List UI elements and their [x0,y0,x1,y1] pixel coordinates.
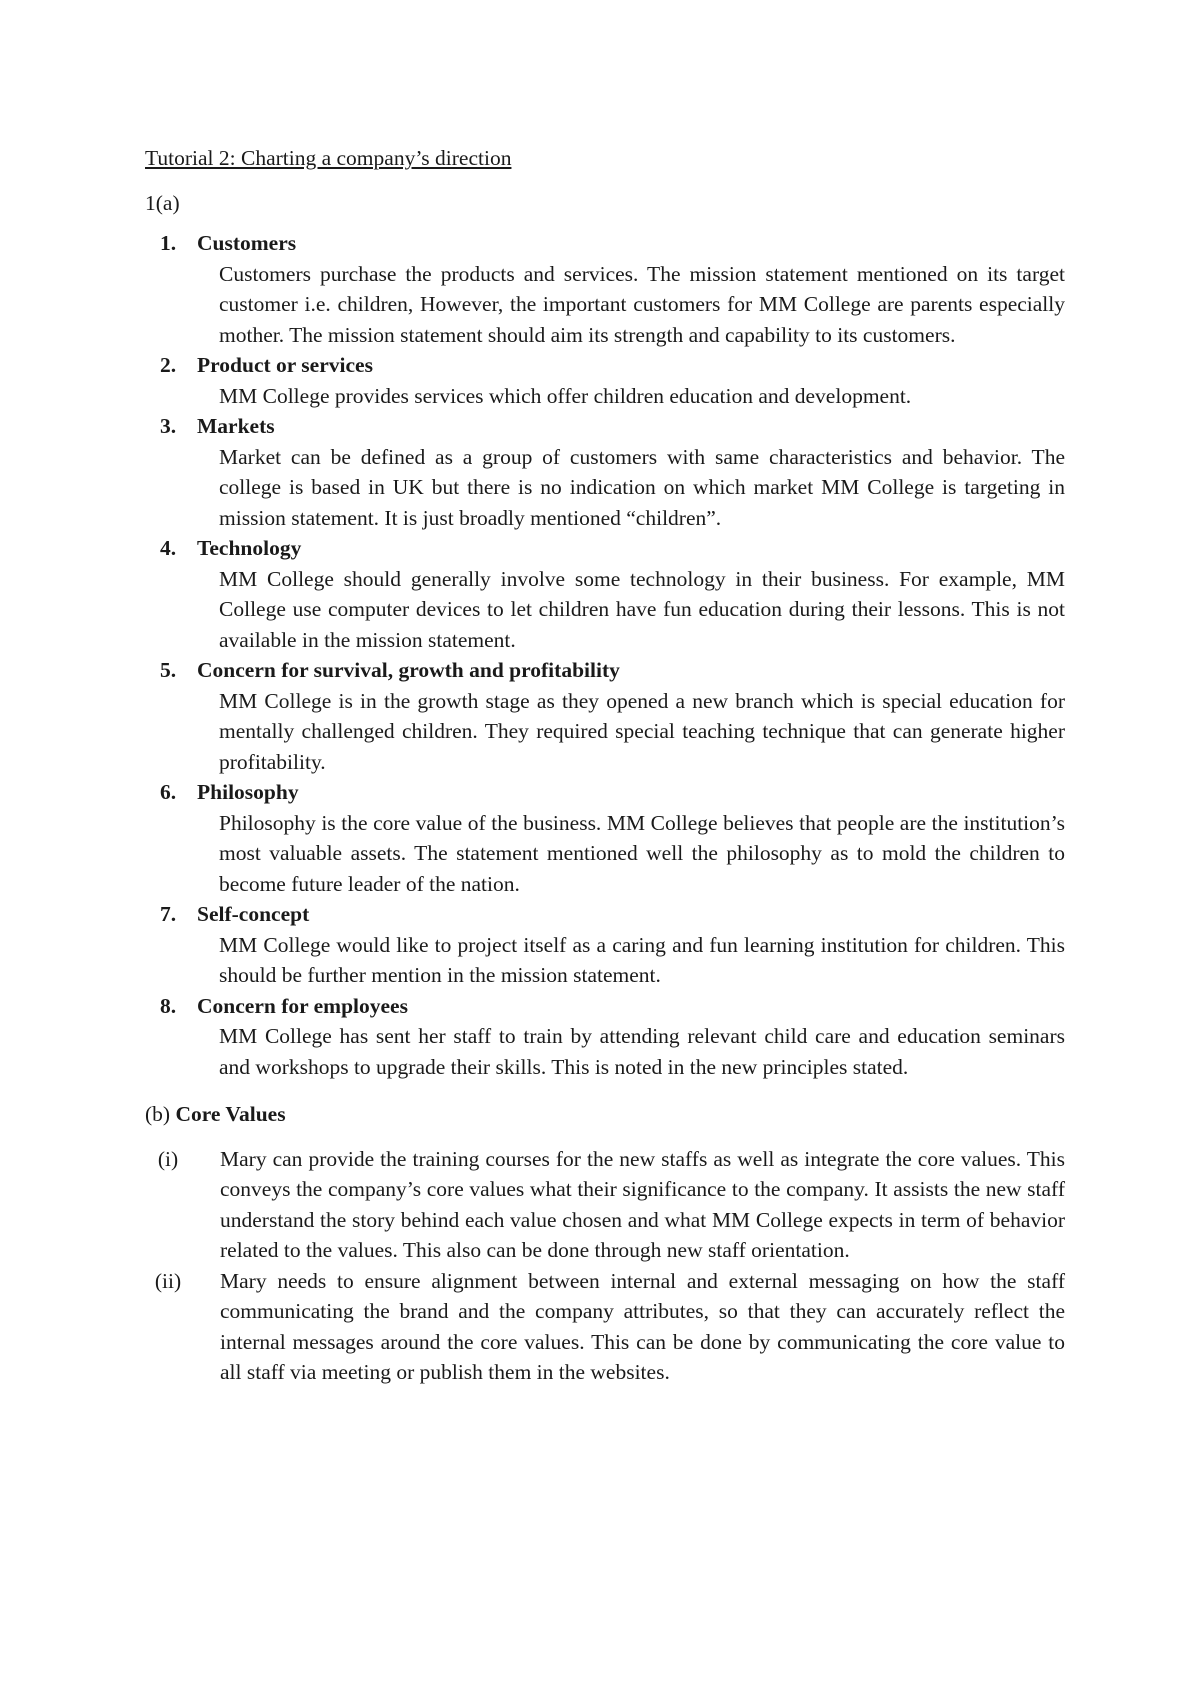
criteria-number: 3. [160,414,177,438]
criteria-number: 6. [160,780,177,804]
core-value-item [145,1266,1065,1388]
criteria-text: Customers purchase the products and services. The mission statement mentioned on its target customer i.e. children, However, the important customers for MM College are parents especially mother. The mission statement should aim its strength and capability to its customers. [219,261,1065,347]
criteria-heading: Philosophy [197,780,299,804]
criteria-item-self-concept [145,899,1065,991]
core-value-number: (ii) [154,1268,182,1293]
document-title: Tutorial 2: Charting a company’s direction [145,146,512,170]
criteria-heading: Markets [197,414,275,438]
criteria-text: MM College is in the growth stage as they opened a new branch which is special education for mentally challenged children. They required special teaching technique that can generate higher profitability. [219,688,1065,774]
core-value-item [145,1144,1065,1266]
part-b-prefix: (b) [145,1102,171,1126]
core-values-list [145,1144,1065,1388]
criteria-number: 1. [160,231,177,255]
criteria-text: MM College should generally involve some technology in their business. For example, MM College use computer devices to let children have fun education during their lessons. This is not available in the mission statement. [219,566,1065,652]
criteria-heading: Self-concept [197,902,310,926]
criteria-text: Philosophy is the core value of the business. MM College believes that people are the institution’s most valuable assets. The statement mentioned well the philosophy as to mold the children to become future leader of the nation. [219,810,1065,896]
criteria-text: MM College would like to project itself as a caring and fun learning institution for children. This should be further mention in the mission statement. [219,932,1065,987]
criteria-text: Market can be defined as a group of customers with same characteristics and behavior. The college is based in UK but there is no indication on which market MM College is targeting in mission statement. It is just broadly mentioned “children”. [219,444,1065,530]
criteria-item-survival-growth-profitability [145,655,1065,777]
core-value-text: Mary needs to ensure alignment between internal and external messaging on how the staff communicating the brand and the company attributes, so that they can accurately reflect the internal messages around the core values. This can be done by communicating the core value to all staff via meeting or publish them in the websites. [220,1268,1065,1384]
core-value-number: (i) [157,1146,179,1171]
part-b-heading: Core Values [175,1102,286,1126]
criteria-text: MM College has sent her staff to train by attending relevant child care and education seminars and workshops to upgrade their skills. This is noted in the new principles stated. [219,1024,1065,1079]
criteria-number: 8. [160,993,177,1018]
criteria-number: 2. [160,353,177,377]
criteria-item-technology [145,533,1065,655]
part-b-label [145,1099,1065,1130]
criteria-item-product-or-services [145,350,1065,411]
criteria-heading: Customers [197,231,297,255]
criteria-heading: Product or services [197,353,373,377]
criteria-number: 5. [160,658,177,682]
criteria-item-philosophy [145,777,1065,899]
criteria-item-customers [145,228,1065,350]
criteria-number: 7. [160,902,177,926]
criteria-item-markets [145,411,1065,533]
part-a-label: 1(a) [145,190,180,215]
criteria-list [145,228,1065,1082]
core-value-text: Mary can provide the training courses for the new staffs as well as integrate the core values. This conveys the company’s core values what their significance to the company. It assists the new staff understand the story behind each value chosen and what MM College expects in term of behavior related to the values. This also can be done through new staff orientation. [220,1146,1065,1262]
criteria-heading: Concern for employees [197,993,408,1018]
criteria-item-concern-for-employees [145,991,1065,1083]
document-page [145,143,1065,1388]
criteria-heading: Concern for survival, growth and profitability [197,658,620,682]
criteria-heading: Technology [197,536,302,560]
criteria-number: 4. [160,536,177,560]
criteria-text: MM College provides services which offer children education and development. [219,383,912,408]
